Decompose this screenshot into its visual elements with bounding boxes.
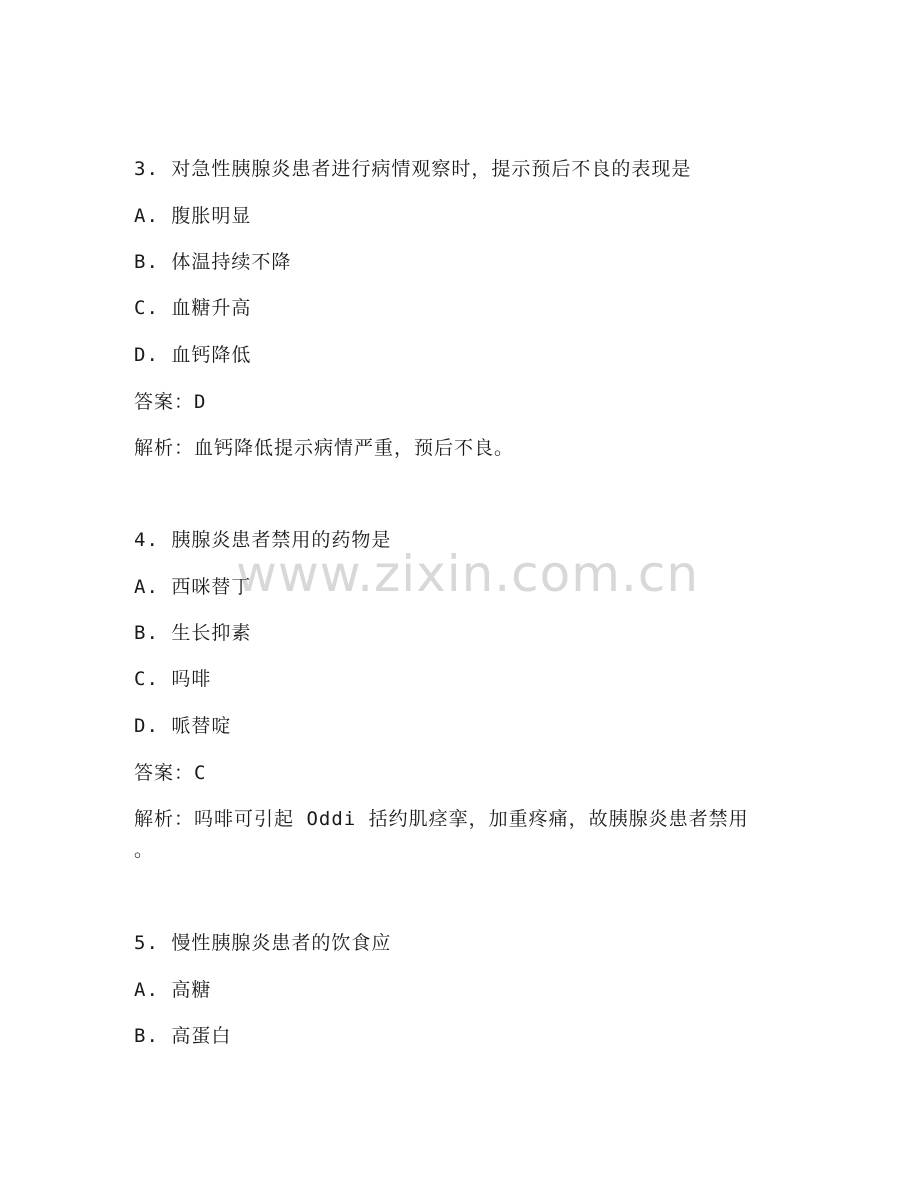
option-a: A. 腹胀明显	[134, 205, 252, 227]
answer: 答案：D	[134, 391, 207, 413]
question-stem: 4. 胰腺炎患者禁用的药物是	[134, 529, 392, 551]
option-b: B. 高蛋白	[134, 1025, 232, 1047]
option-a: A. 西咪替丁	[134, 576, 252, 598]
question-stem: 5. 慢性胰腺炎患者的饮食应	[134, 932, 392, 954]
option-a: A. 高糖	[134, 979, 212, 1001]
option-b: B. 生长抑素	[134, 622, 252, 644]
watermark: www.zixin.com.cn	[236, 545, 700, 603]
option-b: B. 体温持续不降	[134, 251, 292, 273]
analysis: 解析：吗啡可引起 Oddi 括约肌痉挛，加重疼痛，故胰腺炎患者禁用	[134, 808, 749, 830]
option-d: D. 哌替啶	[134, 715, 232, 737]
option-c: C. 吗啡	[134, 668, 212, 690]
analysis: 解析：血钙降低提示病情严重，预后不良。	[134, 437, 515, 459]
option-d: D. 血钙降低	[134, 344, 252, 366]
answer: 答案：C	[134, 762, 207, 784]
option-c: C. 血糖升高	[134, 297, 252, 319]
analysis-continuation: 。	[134, 839, 155, 861]
question-stem: 3. 对急性胰腺炎患者进行病情观察时，提示预后不良的表现是	[134, 158, 692, 180]
